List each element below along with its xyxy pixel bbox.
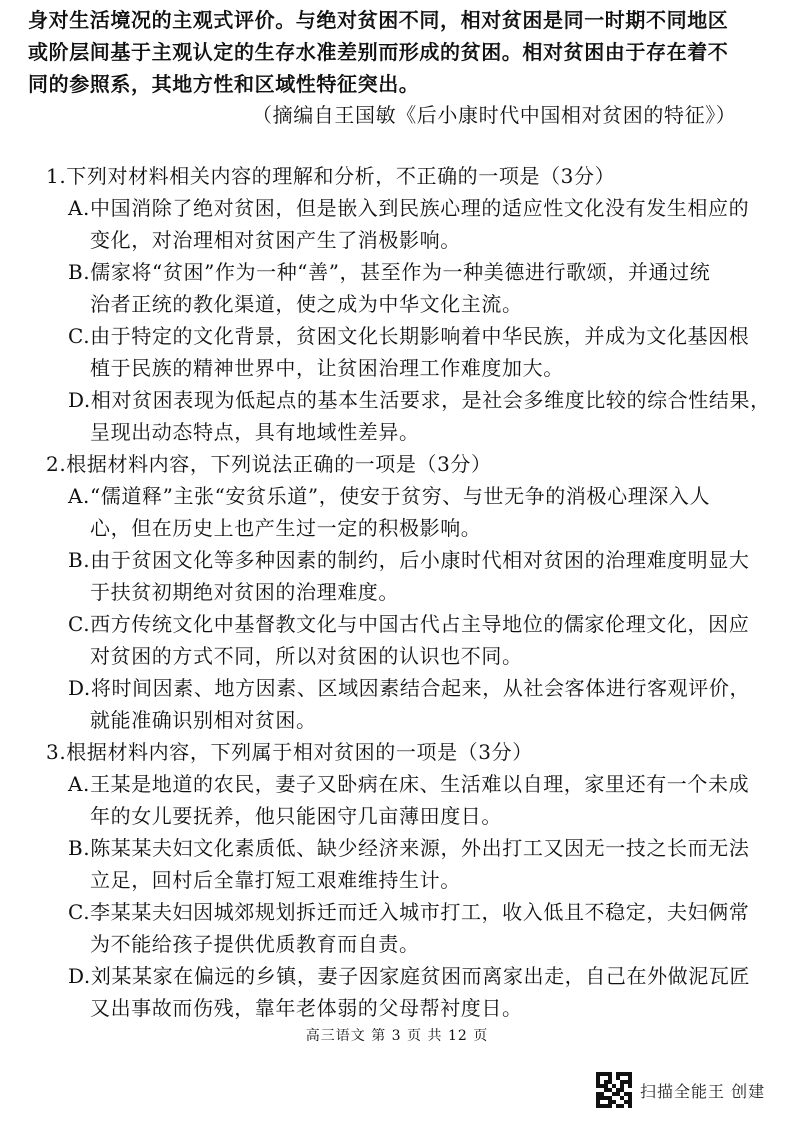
q2-option-c-cont: 对贫困的方式不同，所以对贫困的认识也不同。 xyxy=(90,644,523,668)
q1-option-d-cont: 呈现出动态特点，具有地域性差异。 xyxy=(90,420,420,444)
q1-option-c-cont: 植于民族的精神世界中，让贫困治理工作难度加大。 xyxy=(90,356,564,380)
q3-option-b-cont: 立足，回村后全靠打短工艰难维持生计。 xyxy=(90,868,461,892)
source-citation: （摘编自王国敏《后小康时代中国相对贫困的特征》） xyxy=(252,103,737,127)
q2-option-a-cont: 心，但在历史上也产生过一定的积极影响。 xyxy=(90,516,482,540)
question-2-stem: 2.根据材料内容，下列说法正确的一项是（3分） xyxy=(46,452,492,476)
question-1-stem: 1.下列对材料相关内容的理解和分析，不正确的一项是（3分） xyxy=(46,164,616,188)
q1-option-c: C.由于特定的文化背景，贫困文化长期影响着中华民族，并成为文化基因根 xyxy=(68,324,750,348)
q3-option-d-cont: 又出事故而伤残，靠年老体弱的父母帮衬度日。 xyxy=(90,996,523,1020)
qr-code-icon xyxy=(596,1072,632,1108)
q1-option-b-cont: 治者正统的教化渠道，使之成为中华文化主流。 xyxy=(90,292,523,316)
q3-option-c-cont: 为不能给孩子提供优质教育而自责。 xyxy=(90,932,420,956)
q1-option-b: B.儒家将“贫困”作为一种“善”，甚至作为一种美德进行歌颂，并通过统 xyxy=(68,260,711,284)
q3-option-a-cont: 年的女儿要抚养，他只能困守几亩薄田度日。 xyxy=(90,804,502,828)
q1-option-d: D.相对贫困表现为低起点的基本生活要求，是社会多维度比较的综合性结果， xyxy=(68,388,771,412)
scanner-watermark xyxy=(596,1070,765,1110)
page-footer: 高三语文 第 3 页 共 12 页 xyxy=(305,1028,489,1044)
intro-line: 或阶层间基于主观认定的生存水准差别而形成的贫困。相对贫困由于存在着不 xyxy=(28,40,729,64)
q2-option-b: B.由于贫困文化等多种因素的制约，后小康时代相对贫困的治理难度明显大 xyxy=(68,548,750,572)
question-3-stem: 3.根据材料内容，下列属于相对贫困的一项是（3分） xyxy=(46,740,533,764)
q2-option-b-cont: 于扶贫初期绝对贫困的治理难度。 xyxy=(90,580,399,604)
q2-option-a: A.“儒道释”主张“安贫乐道”，使安于贫穷、与世无争的消极心理深入人 xyxy=(68,484,711,508)
q3-option-d: D.刘某某家在偏远的乡镇，妻子因家庭贫困而离家出走，自己在外做泥瓦匠 xyxy=(68,964,751,988)
watermark-text: 扫描全能王 创建 xyxy=(640,1081,766,1101)
q2-option-d-cont: 就能准确识别相对贫困。 xyxy=(90,708,317,732)
intro-line: 身对生活境况的主观式评价。与绝对贫困不同，相对贫困是同一时期不同地区 xyxy=(28,8,729,32)
q3-option-b: B.陈某某夫妇文化素质低、缺少经济来源，外出打工又因无一技之长而无法 xyxy=(68,836,750,860)
q1-option-a-cont: 变化，对治理相对贫困产生了消极影响。 xyxy=(90,228,461,252)
q3-option-a: A.王某是地道的农民，妻子又卧病在床、生活难以自理，家里还有一个未成 xyxy=(68,772,750,796)
q1-option-a: A.中国消除了绝对贫困，但是嵌入到民族心理的适应性文化没有发生相应的 xyxy=(68,196,750,220)
q3-option-c: C.李某某夫妇因城郊规划拆迁而迁入城市打工，收入低且不稳定，夫妇俩常 xyxy=(68,900,750,924)
q2-option-d: D.将时间因素、地方因素、区域因素结合起来，从社会客体进行客观评价， xyxy=(68,676,751,700)
intro-line: 同的参照系，其地方性和区域性特征突出。 xyxy=(28,72,420,96)
q2-option-c: C.西方传统文化中基督教文化与中国古代占主导地位的儒家伦理文化，因应 xyxy=(68,612,750,636)
